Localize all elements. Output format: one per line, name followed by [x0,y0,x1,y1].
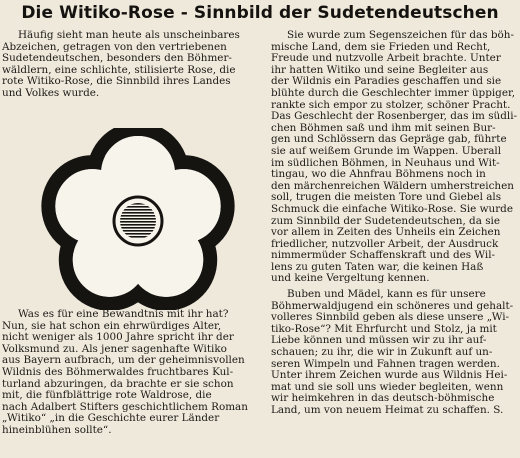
text-line: hineinblühen sollte“. [2,424,112,436]
text-line: der Wildnis ein Paradies geschaffen und sie [271,76,502,88]
text-line: Das Geschlecht der Rosenberger, das im südli- [271,111,517,123]
text-line: und Volkes wurde. [2,87,100,99]
history-paragraph [2,309,264,437]
youth-paragraph [271,289,517,417]
text-line: rankte sich empor zu stolzer, schöner Pracht. [271,99,511,111]
text-line: Unter ihrem Zeichen wurde aus Wildnis Hei- [271,370,508,382]
text-line: nicht weniger als 1000 Jahre spricht ihr der [2,332,234,344]
text-line: chen Böhmen saß und ihm mit seinen Bur- [271,122,496,134]
text-line: seren Wimpeln und Fahnen tragen werden. [271,358,500,370]
rose-center-disc [120,203,156,239]
text-line: Liebe können und müssen wir zu ihr auf- [271,335,487,347]
rose-petals [48,129,227,304]
text-line: Wildnis des Böhmerwaldes fruchtbares Kul- [2,366,234,378]
left-column [2,30,264,100]
text-line: gen und Schlössern das Gepräge gab, führte [271,134,507,146]
text-line: Land, um von neuem Heimat zu schaffen. S. [271,405,504,416]
symbol-paragraph [271,30,517,285]
text-line: Häufig sieht man heute als unscheinbares [18,30,240,41]
text-line: Buben und Mädel, kann es für unsere [287,289,486,301]
text-line: wir heimkehren in das deutsch-böhmische [271,393,495,405]
text-line: schauen; zu ihr, die wir in Zukunft auf un- [271,347,493,359]
text-line: nach Adalbert Stifters geschichtlichem Roman [2,401,248,413]
text-line: Was es für eine Bewandtnis mit ihr hat? [18,309,229,320]
text-line: wäldlern, eine schlichte, stilisierte Rose, die [2,64,236,76]
text-line: volleres Sinnbild geben als diese unsere „Wi- [271,312,510,324]
text-line: Schmuck die einfache Witiko-Rose. Sie wurde [271,203,513,215]
text-line: Sudetendeutschen, besonders den Böhmer- [2,53,232,65]
text-line: im südlichen Böhmen, in Neuhaus und Wit- [271,157,500,169]
text-line: ihr hatten Witiko und seine Begleiter aus [271,64,489,76]
text-line: lens zu guten Taten war, die keinen Haß [271,261,484,273]
text-line: Abzeichen, getragen von den vertriebenen [2,41,227,53]
witiko-rose-emblem [38,128,238,310]
text-line: zum Sinnbild der Sudetendeutschen, da sie [271,215,501,227]
text-line: turland abzuringen, da brachte er sie schon [2,378,234,390]
text-line: tiko-Rose“? Mit Ehrfurcht und Stolz, ja mit [271,323,497,335]
article-title: Die Witiko-Rose - Sinnbild der Sudetendeutschen [21,3,499,23]
text-line: Böhmerwaldjugend ein schöneres und gehalt- [271,300,514,312]
text-line: tingau, wo die Ahnfrau Böhmens noch in [271,169,486,181]
text-line: den märchenreichen Wäldern umherstreichen [271,180,514,192]
text-line: und keine Vergeltung kennen. [271,273,430,285]
text-line: mische Land, dem sie Frieden und Recht, [271,41,491,53]
text-line: sie auf weißem Grunde im Wappen. Überall [271,145,502,157]
text-line: vor allem in Zeiten des Unheils ein Zeichen [271,227,501,239]
text-line: soll, trugen die meisten Tore und Giebel als [271,192,502,204]
text-line: Nun, sie hat schon ein ehrwürdiges Alter, [2,320,222,332]
text-line: mat und sie soll uns wieder begleiten, wenn [271,381,504,393]
text-line: Sie wurde zum Segenszeichen für das böh- [287,30,514,41]
left-column-lower [2,309,264,437]
text-line: mit, die fünfblättrige rote Waldrose, die [2,390,212,402]
text-line: Freude und nutzvolle Arbeit brachte. Unter [271,53,501,65]
text-line: Volksmund zu. Als jener sagenhafte Witiko [2,343,227,355]
text-line: „Witiko“ „in die Geschichte eurer Länder [2,413,220,425]
text-line: nimmermüder Schaffenskraft und des Wil- [271,250,496,262]
text-line: rote Witiko-Rose, die Sinnbild ihres Landes [2,76,231,88]
text-line: friedlicher, nutzvoller Arbeit, der Ausdruck [271,238,499,250]
text-line: aus Bayern aufbrach, um der geheimnisvollen [2,355,245,367]
text-line: blühte durch die Geschlechter immer üppiger, [271,87,516,99]
right-column [271,30,517,417]
intro-paragraph [2,30,264,100]
